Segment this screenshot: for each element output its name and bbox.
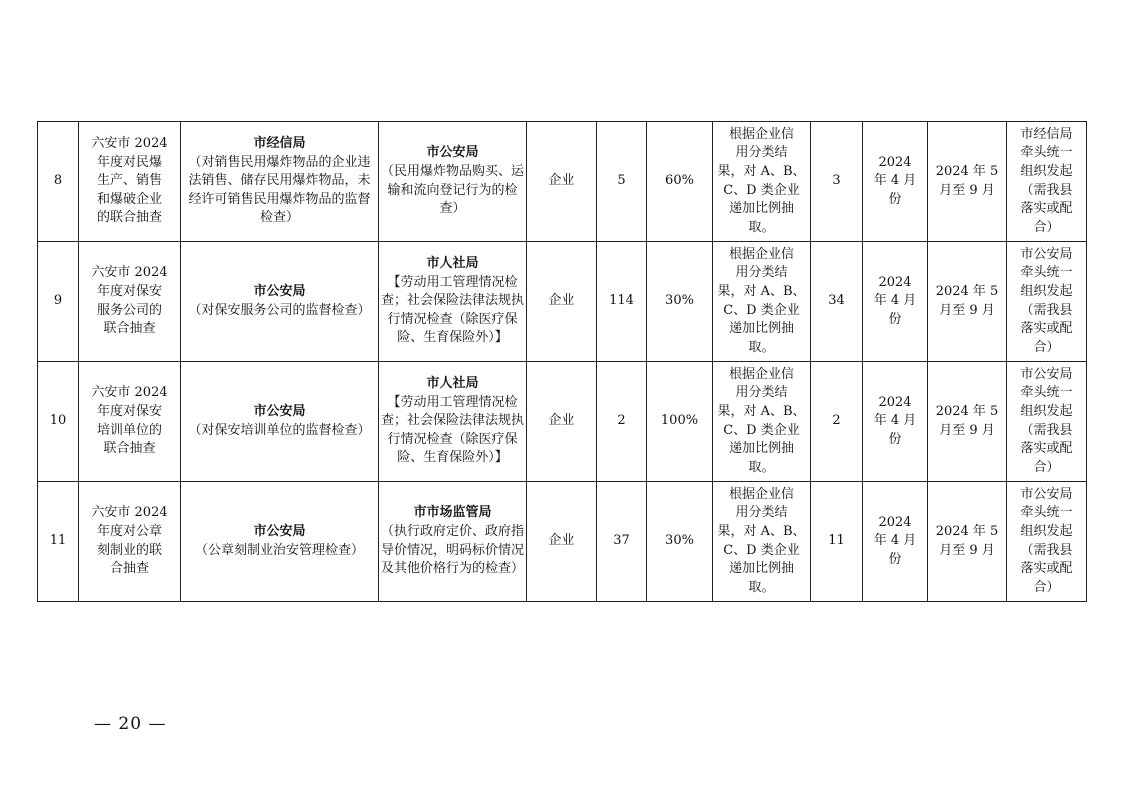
lead-inspection-item: （对保安服务公司的监督检查） bbox=[188, 302, 371, 318]
completion-period: 2024 年 5 月至 9 月 bbox=[928, 242, 1007, 362]
sampling-method: 根据企业信 用分类结 果，对 A、B、 C、D 类企业 递加比例抽 取。 bbox=[713, 122, 811, 242]
cooperating-department-cell bbox=[379, 482, 527, 602]
sampling-method: 根据企业信 用分类结 果，对 A、B、 C、D 类企业 递加比例抽 取。 bbox=[713, 362, 811, 482]
cooperating-inspection-item: 【劳动用工管理情况检查；社会保险法律法规执行情况检查（除医疗保险、生育保险外）】 bbox=[381, 394, 525, 466]
lead-department: 市公安局 bbox=[253, 403, 306, 419]
row-number: 8 bbox=[38, 122, 79, 242]
task-name: 六安市 2024 年度对保安 培训单位的 联合抽查 bbox=[79, 362, 181, 482]
inspection-object: 企业 bbox=[527, 122, 597, 242]
cooperating-department: 市公安局 bbox=[426, 145, 479, 161]
cooperating-inspection-item: 【劳动用工管理情况检查；社会保险法律法规执行情况检查（除医疗保险、生育保险外）】 bbox=[381, 274, 525, 346]
lead-department-cell bbox=[181, 482, 379, 602]
table-row bbox=[38, 122, 1087, 242]
sampling-ratio: 60% bbox=[647, 122, 713, 242]
task-name: 六安市 2024 年度对民爆 生产、销售 和爆破企业 的联合抽查 bbox=[79, 122, 181, 242]
sampling-ratio: 100% bbox=[647, 362, 713, 482]
cooperating-department: 市市场监管局 bbox=[413, 505, 492, 521]
lead-department-cell bbox=[181, 362, 379, 482]
sample-count: 3 bbox=[811, 122, 863, 242]
sample-count: 2 bbox=[811, 362, 863, 482]
lead-inspection-item: （公章刻制业治安管理检查） bbox=[194, 542, 364, 558]
completion-period: 2024 年 5 月至 9 月 bbox=[928, 482, 1007, 602]
lead-inspection-item: （对销售民用爆炸物品的企业违法销售、储存民用爆炸物品，未经许可销售民用爆炸物品的监督检查） bbox=[188, 154, 371, 226]
lead-department: 市公安局 bbox=[253, 283, 306, 299]
row-number: 10 bbox=[38, 362, 79, 482]
remarks: 市公安局 牵头统一 组织发起 （需我县 落实或配 合） bbox=[1007, 362, 1087, 482]
inspection-table bbox=[37, 121, 1087, 602]
sample-count: 34 bbox=[811, 242, 863, 362]
cooperating-department: 市人社局 bbox=[426, 256, 479, 272]
cooperating-department-cell bbox=[379, 362, 527, 482]
remarks: 市公安局 牵头统一 组织发起 （需我县 落实或配 合） bbox=[1007, 242, 1087, 362]
launch-date: 2024 年 4 月 份 bbox=[863, 482, 928, 602]
cooperating-inspection-item: （执行政府定价、政府指导价情况，明码标价情况及其他价格行为的检查） bbox=[381, 523, 525, 577]
launch-date: 2024 年 4 月 份 bbox=[863, 242, 928, 362]
row-number: 9 bbox=[38, 242, 79, 362]
lead-department: 市经信局 bbox=[253, 136, 306, 152]
lead-inspection-item: （对保安培训单位的监督检查） bbox=[188, 422, 371, 438]
sampling-ratio: 30% bbox=[647, 482, 713, 602]
inspection-object: 企业 bbox=[527, 482, 597, 602]
total-count: 37 bbox=[597, 482, 647, 602]
cooperating-department: 市人社局 bbox=[426, 376, 479, 392]
page-number: — 20 — bbox=[94, 714, 167, 734]
completion-period: 2024 年 5 月至 9 月 bbox=[928, 362, 1007, 482]
completion-period: 2024 年 5 月至 9 月 bbox=[928, 122, 1007, 242]
total-count: 114 bbox=[597, 242, 647, 362]
total-count: 2 bbox=[597, 362, 647, 482]
table-row bbox=[38, 482, 1087, 602]
table-row bbox=[38, 362, 1087, 482]
launch-date: 2024 年 4 月 份 bbox=[863, 122, 928, 242]
inspection-object: 企业 bbox=[527, 242, 597, 362]
lead-department-cell bbox=[181, 122, 379, 242]
sampling-method: 根据企业信 用分类结 果，对 A、B、 C、D 类企业 递加比例抽 取。 bbox=[713, 482, 811, 602]
remarks: 市公安局 牵头统一 组织发起 （需我县 落实或配 合） bbox=[1007, 482, 1087, 602]
sampling-method: 根据企业信 用分类结 果，对 A、B、 C、D 类企业 递加比例抽 取。 bbox=[713, 242, 811, 362]
total-count: 5 bbox=[597, 122, 647, 242]
task-name: 六安市 2024 年度对保安 服务公司的 联合抽查 bbox=[79, 242, 181, 362]
row-number: 11 bbox=[38, 482, 79, 602]
inspection-object: 企业 bbox=[527, 362, 597, 482]
remarks: 市经信局 牵头统一 组织发起 （需我县 落实或配 合） bbox=[1007, 122, 1087, 242]
lead-department: 市公安局 bbox=[253, 523, 306, 539]
sampling-ratio: 30% bbox=[647, 242, 713, 362]
cooperating-department-cell bbox=[379, 242, 527, 362]
launch-date: 2024 年 4 月 份 bbox=[863, 362, 928, 482]
table-row bbox=[38, 242, 1087, 362]
cooperating-inspection-item: （民用爆炸物品购买、运输和流向登记行为的检查） bbox=[381, 163, 525, 217]
task-name: 六安市 2024 年度对公章 刻制业的联 合抽查 bbox=[79, 482, 181, 602]
cooperating-department-cell bbox=[379, 122, 527, 242]
sample-count: 11 bbox=[811, 482, 863, 602]
lead-department-cell bbox=[181, 242, 379, 362]
